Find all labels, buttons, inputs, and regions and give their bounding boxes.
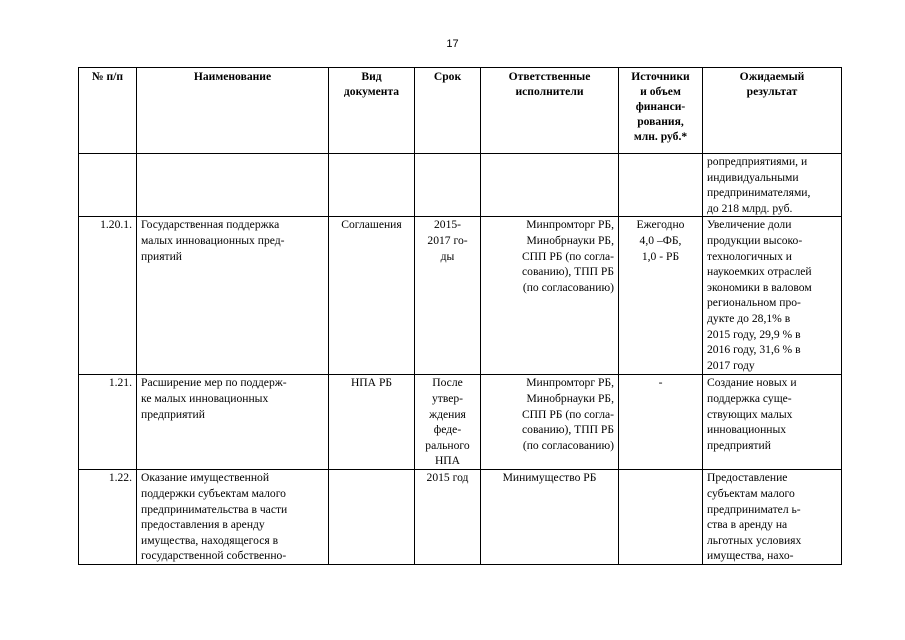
- cell-doc-type: [329, 470, 415, 565]
- table-header-row: [79, 68, 842, 154]
- page-number: 17: [446, 38, 459, 50]
- cell-result: Создание новых и поддержка суще- ствующих малых инновационных предприятий: [703, 375, 842, 470]
- table-row: [79, 154, 842, 217]
- header-num: № п/п: [79, 68, 137, 154]
- header-name: Наименование: [137, 68, 329, 154]
- cell-funding: -: [619, 375, 703, 470]
- cell-executors: Минпромторг РБ, Минобрнауки РБ, СПП РБ (по согла- сованию), ТПП РБ (по согласованию): [481, 217, 619, 375]
- cell-executors: Минимущество РБ: [481, 470, 619, 565]
- cell-result: Увеличение доли продукции высоко- технологичных и наукоемких отраслей экономики в валовом региональном про- дукте до 28,1% в 2015 году, 29,9 % в 2016 году, 31,6 % в 2017 году: [703, 217, 842, 375]
- cell-name: Расширение мер по поддерж- ке малых инновационных предприятий: [137, 375, 329, 470]
- cell-name: Оказание имущественной поддержки субъектам малого предпринимательства в части предоставления в аренду имущества, находящегося в государственной собственно-: [137, 470, 329, 565]
- action-plan-table: [78, 67, 842, 565]
- header-term: Срок: [415, 68, 481, 154]
- cell-executors: [481, 154, 619, 217]
- cell-term: После утвер- ждения феде- рального НПА: [415, 375, 481, 470]
- cell-num: 1.22.: [79, 470, 137, 565]
- cell-funding: [619, 154, 703, 217]
- cell-term: 2015 год: [415, 470, 481, 565]
- cell-doc-type: [329, 154, 415, 217]
- cell-funding: [619, 470, 703, 565]
- cell-doc-type: Соглашения: [329, 217, 415, 375]
- header-funding: Источники и объем финанси- рования, млн. руб.*: [619, 68, 703, 154]
- cell-term: 2015- 2017 го- ды: [415, 217, 481, 375]
- cell-name: [137, 154, 329, 217]
- cell-result: Предоставление субъектам малого предпринимател ь- ства в аренду на льготных условиях имущества, нахо-: [703, 470, 842, 565]
- table-row: [79, 470, 842, 565]
- cell-term: [415, 154, 481, 217]
- cell-num: [79, 154, 137, 217]
- cell-num: 1.20.1.: [79, 217, 137, 375]
- table-row: [79, 217, 842, 375]
- cell-name: Государственная поддержка малых инновационных пред- приятий: [137, 217, 329, 375]
- header-doc-type: Вид документа: [329, 68, 415, 154]
- cell-funding: Ежегодно 4,0 –ФБ, 1,0 - РБ: [619, 217, 703, 375]
- header-executors: Ответственные исполнители: [481, 68, 619, 154]
- header-result: Ожидаемый результат: [703, 68, 842, 154]
- cell-num: 1.21.: [79, 375, 137, 470]
- table-row: [79, 375, 842, 470]
- cell-doc-type: НПА РБ: [329, 375, 415, 470]
- cell-executors: Минпромторг РБ, Минобрнауки РБ, СПП РБ (по согла- сованию), ТПП РБ (по согласованию): [481, 375, 619, 470]
- cell-result: ропредприятиями, и индивидуальными предпринимателями, до 218 млрд. руб.: [703, 154, 842, 217]
